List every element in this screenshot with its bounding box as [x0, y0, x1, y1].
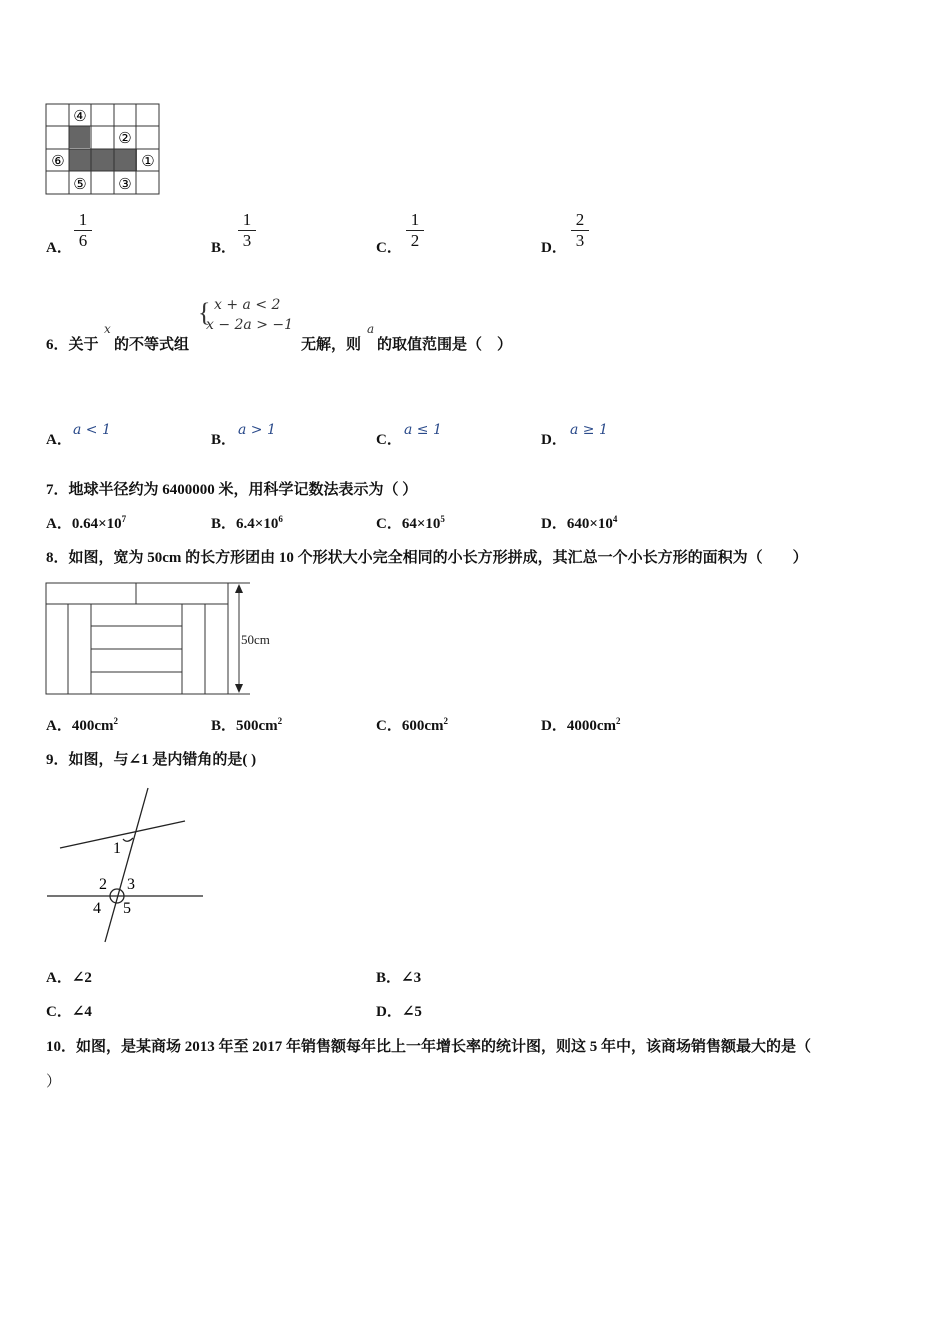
option-base: 640×10	[566, 516, 613, 532]
q6-mid: 的不等式组	[114, 337, 190, 353]
option-letter: B．	[211, 432, 237, 448]
option-letter: A．	[46, 432, 72, 448]
q6-system-line-1: x + a < 2	[214, 297, 281, 313]
option-value: ∠3	[401, 970, 422, 986]
angle-label-2: 2	[99, 876, 107, 893]
q6-var-a: a	[367, 322, 375, 336]
option-expr: a > 1	[238, 422, 276, 438]
option-exp: 5	[440, 514, 445, 524]
q10-text-line-2: ）	[46, 1074, 62, 1090]
option-base: 500cm	[236, 718, 278, 734]
option-value: ∠2	[71, 970, 92, 986]
q9-angle-figure	[45, 786, 207, 946]
q10-text-line-1: 10．如图，是某商场 2013 年至 2017 年销售额每年比上一年增长率的统计图，则这 5 年中，该商场销售额最大的是（	[46, 1039, 812, 1055]
q6-suffix-1: 无解，则	[301, 337, 362, 353]
fraction: 1 2	[406, 211, 424, 250]
fraction: 1 6	[74, 211, 92, 250]
option-letter: D．	[376, 1004, 402, 1020]
option-base: 4000cm	[566, 718, 616, 734]
option-letter: D．	[541, 432, 567, 448]
q9-option-d[interactable]	[376, 1000, 422, 1021]
option-exp: 2	[443, 716, 448, 726]
arrow-down-icon	[235, 684, 243, 693]
option-exp: 2	[616, 716, 621, 726]
option-exp: 7	[121, 514, 127, 524]
q9-option-b[interactable]	[376, 966, 421, 987]
grid-label-3: ③	[118, 177, 132, 193]
option-letter: C．	[376, 240, 402, 256]
q8-option-d[interactable]	[541, 714, 621, 735]
option-letter: A．	[46, 240, 72, 256]
q6-var-x: x	[104, 322, 111, 336]
option-exp: 2	[277, 716, 283, 726]
q9-option-c[interactable]	[46, 1000, 92, 1021]
option-letter: A．	[46, 718, 72, 734]
option-base: 6.4×10	[236, 516, 279, 532]
option-value: ∠5	[401, 1004, 422, 1020]
angle-label-1: 1	[113, 840, 121, 857]
angle-label-4: 4	[93, 900, 101, 917]
option-base: 400cm	[71, 718, 114, 734]
q8-option-c[interactable]	[376, 714, 448, 735]
q8-text: 8．如图，宽为 50cm 的长方形团由 10 个形状大小完全相同的小长方形拼成，其汇总一个小长方形的面积为（ ）	[46, 550, 808, 566]
option-value: ∠4	[71, 1004, 92, 1020]
angle-label-3: 3	[127, 876, 135, 893]
q8-figure-label: 50cm	[241, 632, 270, 647]
option-letter: C．	[376, 718, 402, 734]
option-letter: B．	[211, 718, 237, 734]
q6-system-line-2: x − 2a > −1	[206, 317, 294, 333]
q8-option-a[interactable]	[46, 714, 118, 735]
q8-option-b[interactable]	[211, 714, 282, 735]
fraction: 1 3	[238, 211, 256, 250]
fraction: 2 3	[571, 211, 589, 250]
option-letter: D．	[541, 240, 567, 256]
option-expr: a < 1	[73, 422, 111, 438]
option-expr: a ≤ 1	[404, 422, 442, 438]
grid-label-4: ④	[73, 109, 87, 125]
option-letter: D．	[541, 516, 567, 532]
option-letter: B．	[211, 516, 237, 532]
option-letter: D．	[541, 718, 567, 734]
q7-option-a[interactable]	[46, 512, 126, 533]
option-exp: 2	[113, 716, 118, 726]
option-expr: a ≥ 1	[570, 422, 608, 438]
option-letter: A．	[46, 970, 72, 986]
brace-icon: {	[198, 298, 211, 327]
option-exp: 4	[612, 514, 618, 524]
q7-option-c[interactable]	[376, 512, 445, 533]
option-letter: A．	[46, 516, 72, 532]
grid-label-1: ①	[141, 154, 155, 170]
option-base: 600cm	[401, 718, 444, 734]
q5-grid-figure	[45, 103, 161, 196]
option-letter: C．	[46, 1004, 72, 1020]
q9-text: 9．如图，与∠1 是内错角的是( )	[46, 752, 257, 768]
angle-label-5: 5	[123, 900, 131, 917]
q6-suffix-2: 的取值范围是（ ）	[377, 337, 513, 353]
option-letter: C．	[376, 432, 402, 448]
grid-label-2: ②	[118, 131, 132, 147]
option-exp: 6	[278, 514, 283, 524]
q7-option-b[interactable]	[211, 512, 283, 533]
option-letter: B．	[211, 240, 237, 256]
option-letter: C．	[376, 516, 402, 532]
q7-option-d[interactable]	[541, 512, 617, 533]
option-letter: B．	[376, 970, 402, 986]
option-base: 0.64×10	[71, 516, 122, 532]
grid-label-6: ⑥	[51, 154, 65, 170]
arrow-up-icon	[235, 584, 243, 593]
option-base: 64×10	[401, 516, 441, 532]
q9-option-a[interactable]	[46, 966, 92, 987]
q6-prefix: 6．关于	[46, 337, 99, 353]
grid-label-5: ⑤	[73, 177, 87, 193]
q8-rectangle-figure	[45, 582, 285, 698]
q7-text: 7．地球半径约为 6400000 米，用科学记数法表示为（ ）	[46, 482, 418, 498]
